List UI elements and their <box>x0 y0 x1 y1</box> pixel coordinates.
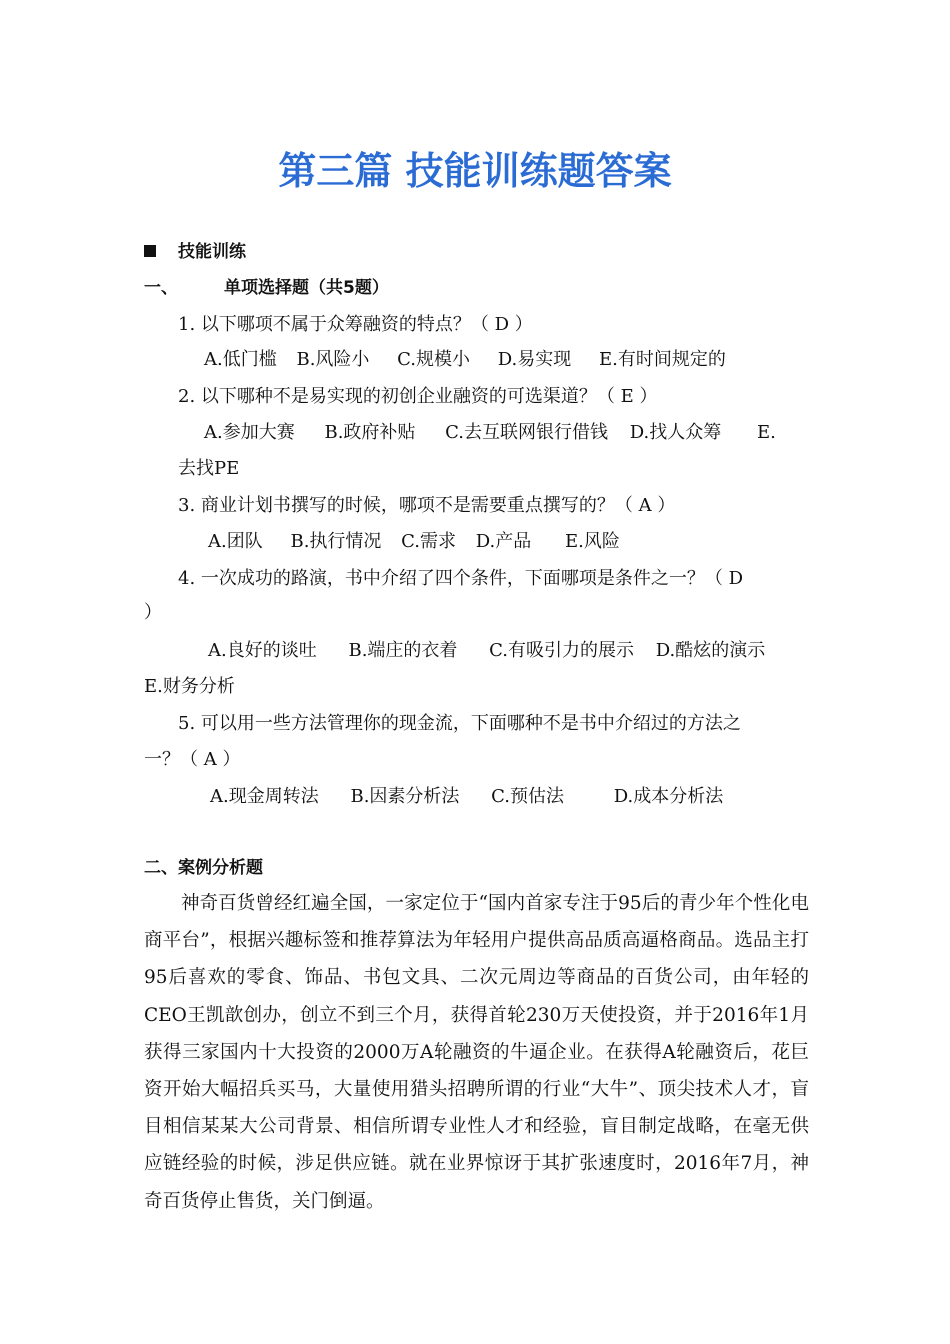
part2-heading: 二、案例分析题 <box>144 858 263 878</box>
q3-option-d: D.产品 <box>475 531 532 552</box>
q4-option-a: A.良好的谈吐 <box>208 640 317 661</box>
part1-title: 单项选择题（共5题） <box>224 278 389 298</box>
part1-number: 一、 <box>144 278 178 298</box>
question-2-options <box>204 421 776 445</box>
question-2-option-e-cont: 去找PE <box>178 458 240 479</box>
q4-option-c: C.有吸引力的展示 <box>489 640 635 661</box>
question-5-options <box>210 785 723 809</box>
q3-option-c: C.需求 <box>401 531 457 552</box>
section-skill-label: 技能训练 <box>178 242 246 262</box>
question-4-option-e: E.财务分析 <box>144 676 235 697</box>
q2-option-c: C.去互联网银行借钱 <box>445 422 609 443</box>
q3-option-e: E.风险 <box>565 531 620 552</box>
q4-option-d: D.酷炫的演示 <box>655 640 766 661</box>
question-1-options <box>204 348 726 372</box>
q1-option-a: A.低门槛 <box>204 349 277 370</box>
q2-option-a: A.参加大赛 <box>204 422 295 443</box>
part1-heading <box>144 276 389 300</box>
q2-option-b: B.政府补贴 <box>324 422 416 443</box>
square-bullet-icon <box>144 245 156 257</box>
q2-option-d: D.找人众筹 <box>629 422 722 443</box>
q1-option-d: D.易实现 <box>497 349 572 370</box>
case-paragraph: 神奇百货曾经红遍全国，一家定位于“国内首家专注于95后的青少年个性化电商平台”，根据兴趣标签和推荐算法为年轻用户提供高品质高逼格商品。选品主打95后喜欢的零食、饰品、书包文具、二次元周边等商品的百货公司，由年轻的CEO王凯歆创办，创立不到三个月，获得首轮230万天使投资，并于2016年1月获得三家国内十大投资的2000万A轮融资的牛逼企业。在获得A轮融资后，花巨资开始大幅招兵买马，大量使用猎头招聘所谓的行业“大牛”、顶尖技术人才，盲目相信某某大公司背景、相信所谓专业性人才和经验，盲目制定战略，在毫无供应链经验的时候，涉足供应链。就在业界惊讶于其扩张速度时，2016年7月，神奇百货停止售货，关门倒逼。 <box>144 893 809 1212</box>
q5-option-a: A.现金周转法 <box>210 786 319 807</box>
question-1-stem: 1. 以下哪项不属于众筹融资的特点？（ D ） <box>178 314 533 335</box>
question-4-options <box>208 639 765 663</box>
q1-option-e: E.有时间规定的 <box>599 349 726 370</box>
q2-option-e: E. <box>757 422 776 443</box>
section-heading-skill <box>144 240 246 264</box>
question-2-stem: 2. 以下哪种不是易实现的初创企业融资的可选渠道？（ E ） <box>178 386 658 407</box>
q1-option-b: B.风险小 <box>296 349 370 370</box>
q3-option-b: B.执行情况 <box>290 531 382 552</box>
q5-option-d: D.成本分析法 <box>613 786 724 807</box>
q1-option-c: C.规模小 <box>397 349 471 370</box>
q4-option-b: B.端庄的衣着 <box>348 640 458 661</box>
question-5-stem: 5. 可以用一些方法管理你的现金流，下面哪种不是书中介绍过的方法之 <box>178 713 741 734</box>
q5-option-b: B.因素分析法 <box>350 786 460 807</box>
question-4-stem-cont: ） <box>144 602 162 623</box>
question-3-options <box>208 530 620 554</box>
page-title: 第三篇 技能训练题答案 <box>278 149 672 193</box>
question-5-stem-cont: 一？（ A ） <box>144 749 241 770</box>
question-3-stem: 3. 商业计划书撰写的时候，哪项不是需要重点撰写的？（ A ） <box>178 495 676 516</box>
question-4-stem: 4. 一次成功的路演，书中介绍了四个条件，下面哪项是条件之一？（ D <box>178 568 744 589</box>
q3-option-a: A.团队 <box>208 531 263 552</box>
q5-option-c: C.预估法 <box>491 786 565 807</box>
